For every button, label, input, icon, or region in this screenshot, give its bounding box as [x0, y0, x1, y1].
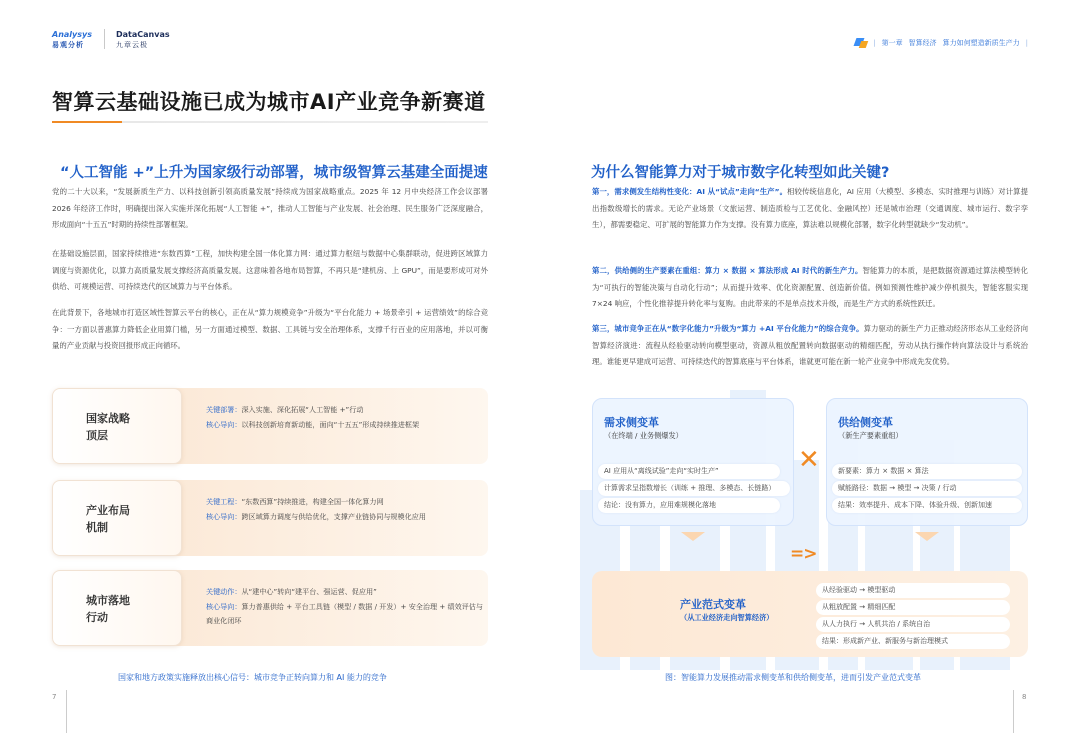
logo-cn: 九章云极 — [116, 41, 148, 49]
row-key: 关键动作： — [206, 587, 242, 596]
paradigm-item: 从粗放配置 → 精细匹配 — [816, 600, 1010, 615]
right-paragraph-2 — [592, 263, 1028, 313]
row-content — [206, 585, 486, 629]
right-paragraph-3 — [592, 321, 1028, 371]
left-section-heading: “人工智能 +”上升为国家级行动部署，城市级智算云基建全面提速 — [60, 165, 488, 181]
footer-rule — [1013, 690, 1014, 733]
supply-item: 新要素：算力 × 数据 × 算法 — [832, 464, 1022, 479]
chapter-title: 智算经济 — [908, 39, 937, 47]
paradigm-subtitle: （从工业经济走向智算经济） — [680, 613, 774, 622]
demand-subtitle: （在终端 / 业务侧爆发） — [604, 431, 683, 440]
supply-item: 赋能路径：数据 → 模型 → 决策 / 行动 — [832, 481, 1022, 496]
paragraph-body: 智能算力的本质，是把数据资源通过算法模型转化为“可执行的智能决策与自动化行动”；从而提升效率、优化资源配置、创造新价值。例如预测性维护减少停机损失，智能客服实现 7×24 响应，个性化推荐提升转化率与复购。由此带来的不是单点技术升级，而是生产方式的系统性跃迁。 — [592, 266, 1028, 308]
left-caption: 国家和地方政策实施释放出核心信号：城市竞争正转向算力和 AI 能力的竞争 — [118, 673, 387, 682]
supply-subtitle: （新生产要素重组） — [838, 431, 903, 440]
policy-row-industry — [52, 480, 488, 556]
row-value: 以科技创新培育新动能，面向“十五五”形成持续推进框架 — [241, 419, 420, 429]
page-title: 智算云基础设施已成为城市AI产业竞争新赛道 — [52, 90, 486, 114]
supply-item: 结果：效率提升、成本下降、体验升级、创新加速 — [832, 498, 1022, 513]
row-value: 深入实施、深化拓展“人工智能 +”行动 — [241, 405, 364, 414]
row-key: 核心导向： — [206, 419, 242, 429]
row-label-line2: 行动 — [86, 611, 108, 624]
demand-title: 需求侧变革 — [604, 416, 659, 429]
left-paragraph-2: 在基础设施层面，国家持续推进“东数西算”工程，加快构建全国一体化算力网：通过算力枢纽与数据中心集群联动，促进跨区域算力调度与资源优化，以算力高质量发展支撑经济高质量发展。这意味着各地布局智算，不再只是“建机房、上 GPU”，而是要形成可对外供给、可规模运营、可持续迭代的区域算力与平台体系。 — [52, 249, 488, 291]
row-label — [86, 410, 130, 444]
paradigm-item: 从人力执行 → 人机共治 / 系统自治 — [816, 617, 1010, 632]
row-value: 跨区域算力调度与供给优化，支撑产业链协同与规模化应用 — [241, 511, 426, 521]
page-number: 7 — [52, 693, 57, 701]
row-value: “东数西算”持续推进，构建全国一体化算力网 — [241, 497, 384, 506]
paragraph-lead: 第二，供给侧的生产要素在重组：算力 × 数据 × 算法形成 AI 时代的新生产力。 — [592, 266, 863, 275]
logo-en: DataCanvas — [116, 30, 170, 39]
row-label-line1: 国家战略 — [86, 412, 130, 425]
chapter-label: 第一章 — [881, 39, 903, 47]
row-key: 核心导向： — [206, 511, 242, 521]
demand-item: AI 应用从“离线试验”走向“实时生产” — [598, 464, 780, 479]
row-key: 核心导向： — [206, 601, 242, 611]
row-label-line2: 顶层 — [86, 429, 108, 442]
row-label-line1: 城市落地 — [86, 594, 130, 607]
row-content — [206, 495, 486, 524]
multiply-icon: ✕ — [798, 445, 820, 475]
down-arrow-icon — [915, 532, 939, 541]
row-value: 从“建中心”转向“建平台、强运营、促应用” — [241, 587, 377, 596]
chapter-subtitle: 算力如何塑造新质生产力 — [942, 39, 1020, 47]
left-paragraph-3: 在此背景下，各地城市打造区域性智算云平台的核心，正在从“算力规模竞争”升级为“平台化能力 + 场景牵引 + 运营绩效”的综合竞争：一方面以普惠算力降低企业用算门槛，另一方面通过模型、数据、工具链与安全治理体系，支撑千行百业的应用落地，并以可衡量的产业贡献与投资回报形成正向循环。 — [52, 308, 488, 350]
right-paragraph-1 — [592, 184, 1028, 234]
page-number: 8 — [1022, 693, 1027, 701]
header-separator: | — [1025, 39, 1028, 47]
down-arrow-icon — [681, 532, 705, 541]
row-content — [206, 403, 486, 432]
logo-en: Analysys — [52, 30, 92, 39]
row-label-line2: 机制 — [86, 521, 108, 534]
logo-divider — [104, 29, 105, 49]
demand-item: 结论：没有算力，应用难规模化落地 — [598, 498, 780, 513]
demand-item: 计算需求呈指数增长（训练 + 推理、多模态、长链路） — [598, 481, 790, 496]
left-paragraph-1: 党的二十大以来，“发展新质生产力、以科技创新引领高质量发展”持续成为国家战略重点。2025 年 12 月中央经济工作会议部署 2026 年经济工作时，明确提出深入实施并深化拓展“人工智能 +”，推动人工智能与产业发展、社会治理、民生服务广泛深度融合，形成面向“十五五”时期的持续性部署框架。 — [52, 187, 488, 229]
logo-cn: 易观分析 — [52, 41, 84, 49]
row-value: 算力普惠供给 + 平台工具链（模型 / 数据 / 开发）+ 安全治理 + 绩效评估与商业化闭环 — [206, 601, 483, 625]
paradigm-item: 结果：形成新产业、新服务与新治理模式 — [816, 634, 1010, 649]
chapter-mark-icon — [855, 38, 867, 48]
row-key: 关键工程： — [206, 497, 242, 506]
policy-row-national — [52, 388, 488, 464]
analysys-logo — [52, 30, 98, 50]
row-label — [86, 592, 130, 626]
row-label-line1: 产业布局 — [86, 504, 130, 517]
supply-title: 供给侧变革 — [838, 416, 893, 429]
footer-rule — [66, 690, 67, 733]
paragraph-body: 相较传统信息化，AI 应用（大模型、多模态、实时推理与训练）对计算提出指数级增长的需求。无论产业场景（文旅运营、制造质检与工艺优化、金融风控）还是城市治理（交通调度、城市运行、数字孪生），都需要稳定、可扩展的智能算力作为支撑。没有算力底座，算法难以规模化部署，数字化转型就缺少“发动机”。 — [592, 187, 1028, 229]
paradigm-item: 从经验驱动 → 模型驱动 — [816, 583, 1010, 598]
row-key: 关键部署： — [206, 405, 242, 414]
paragraph-lead: 第一，需求侧发生结构性变化：AI 从“试点”走向“生产”。 — [592, 187, 788, 196]
policy-row-city — [52, 570, 488, 646]
chapter-header — [855, 38, 1028, 48]
result-arrow-icon: => — [790, 544, 817, 564]
right-caption: 图：智能算力发展推动需求侧变革和供给侧变革，进而引发产业范式变革 — [665, 673, 921, 682]
title-underline — [52, 121, 488, 123]
datacanvas-logo — [116, 30, 170, 50]
right-section-heading: 为什么智能算力对于城市数字化转型如此关键? — [591, 165, 890, 181]
paragraph-lead: 第三，城市竞争正在从“数字化能力”升级为“算力 +AI 平台化能力”的综合竞争。 — [592, 324, 864, 333]
row-label — [86, 502, 130, 536]
header-separator: | — [873, 39, 876, 47]
paradigm-title: 产业范式变革 — [680, 598, 746, 611]
paragraph-body: 算力驱动的新生产力正推动经济形态从工业经济向智算经济演进：流程从经验驱动转向模型驱动，资源从粗放配置转向数据驱动的精细匹配，劳动从执行操作转向算法设计与系统治理。谁能更早建成可运营、可持续迭代的智算底座与平台体系，谁就更可能在新一轮产业竞争中形成先发优势。 — [592, 324, 1028, 366]
